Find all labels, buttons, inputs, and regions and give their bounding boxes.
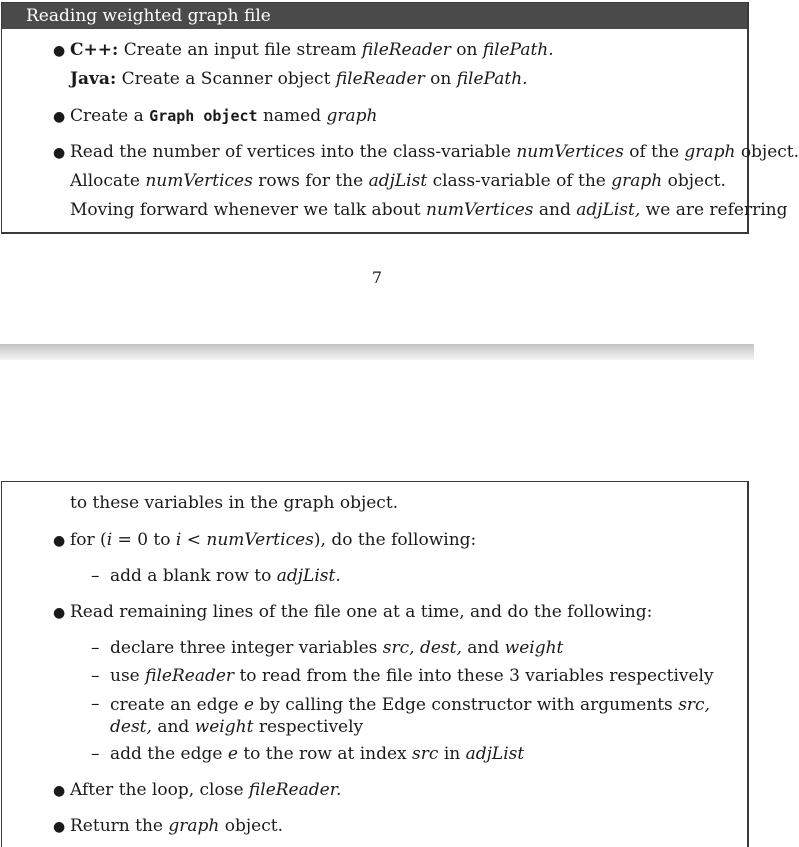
dash-icon: –: [91, 744, 100, 764]
bullet-icon: ●: [53, 819, 66, 835]
bullet-icon: ●: [53, 605, 66, 621]
bullet-icon: ●: [53, 783, 66, 799]
add-edge-line: add the edge e to the row at index src in adjList: [110, 744, 525, 764]
graph-line: Create a Graph object named graph: [70, 106, 378, 126]
read-vertices-line: Read the number of vertices into the class-variable numVertices of the graph object.: [70, 142, 799, 162]
declare-line: declare three integer variables src, dest, and weight: [110, 638, 564, 658]
box-title: Reading weighted graph file: [2, 3, 747, 29]
java-line: Java: Create a Scanner object fileReader on filePath.: [70, 69, 528, 89]
return-line: Return the graph object.: [70, 816, 283, 836]
slide-box-top: [1, 2, 799, 234]
bullet-icon: ●: [53, 145, 66, 161]
dash-icon: –: [91, 666, 100, 686]
blank-row-line: add a blank row to adjList.: [110, 566, 341, 586]
after-loop-line: After the loop, close fileReader.: [70, 780, 342, 800]
allocate-line: Allocate numVertices rows for the adjList class-variable of the graph object.: [70, 171, 726, 191]
dash-icon: –: [91, 566, 100, 586]
use-filereader-line: use fileReader to read from the file into these 3 variables respectively: [110, 666, 714, 686]
remaining-lines-line: Read remaining lines of the file one at a time, and do the following:: [70, 602, 653, 622]
page-separator: [0, 344, 754, 360]
dash-icon: –: [91, 694, 100, 714]
for-loop-line: for (i = 0 to i < numVertices), do the following:: [70, 530, 477, 550]
bullet-icon: ●: [53, 109, 66, 125]
cpp-line: C++: Create an input file stream fileReader on filePath.: [70, 40, 554, 60]
moving-forward-line: Moving forward whenever we talk about numVertices and adjList, we are referring: [70, 200, 788, 220]
slide-box-bottom: [1, 481, 749, 847]
bullet-icon: ●: [53, 43, 66, 59]
dash-icon: –: [91, 638, 100, 658]
continuation-line: to these variables in the graph object.: [70, 493, 399, 513]
create-edge-line: create an edge e by calling the Edge constructor with arguments src, dest, and weight respectively: [110, 695, 710, 737]
page-number: 7: [371, 268, 383, 287]
bullet-icon: ●: [53, 533, 66, 549]
